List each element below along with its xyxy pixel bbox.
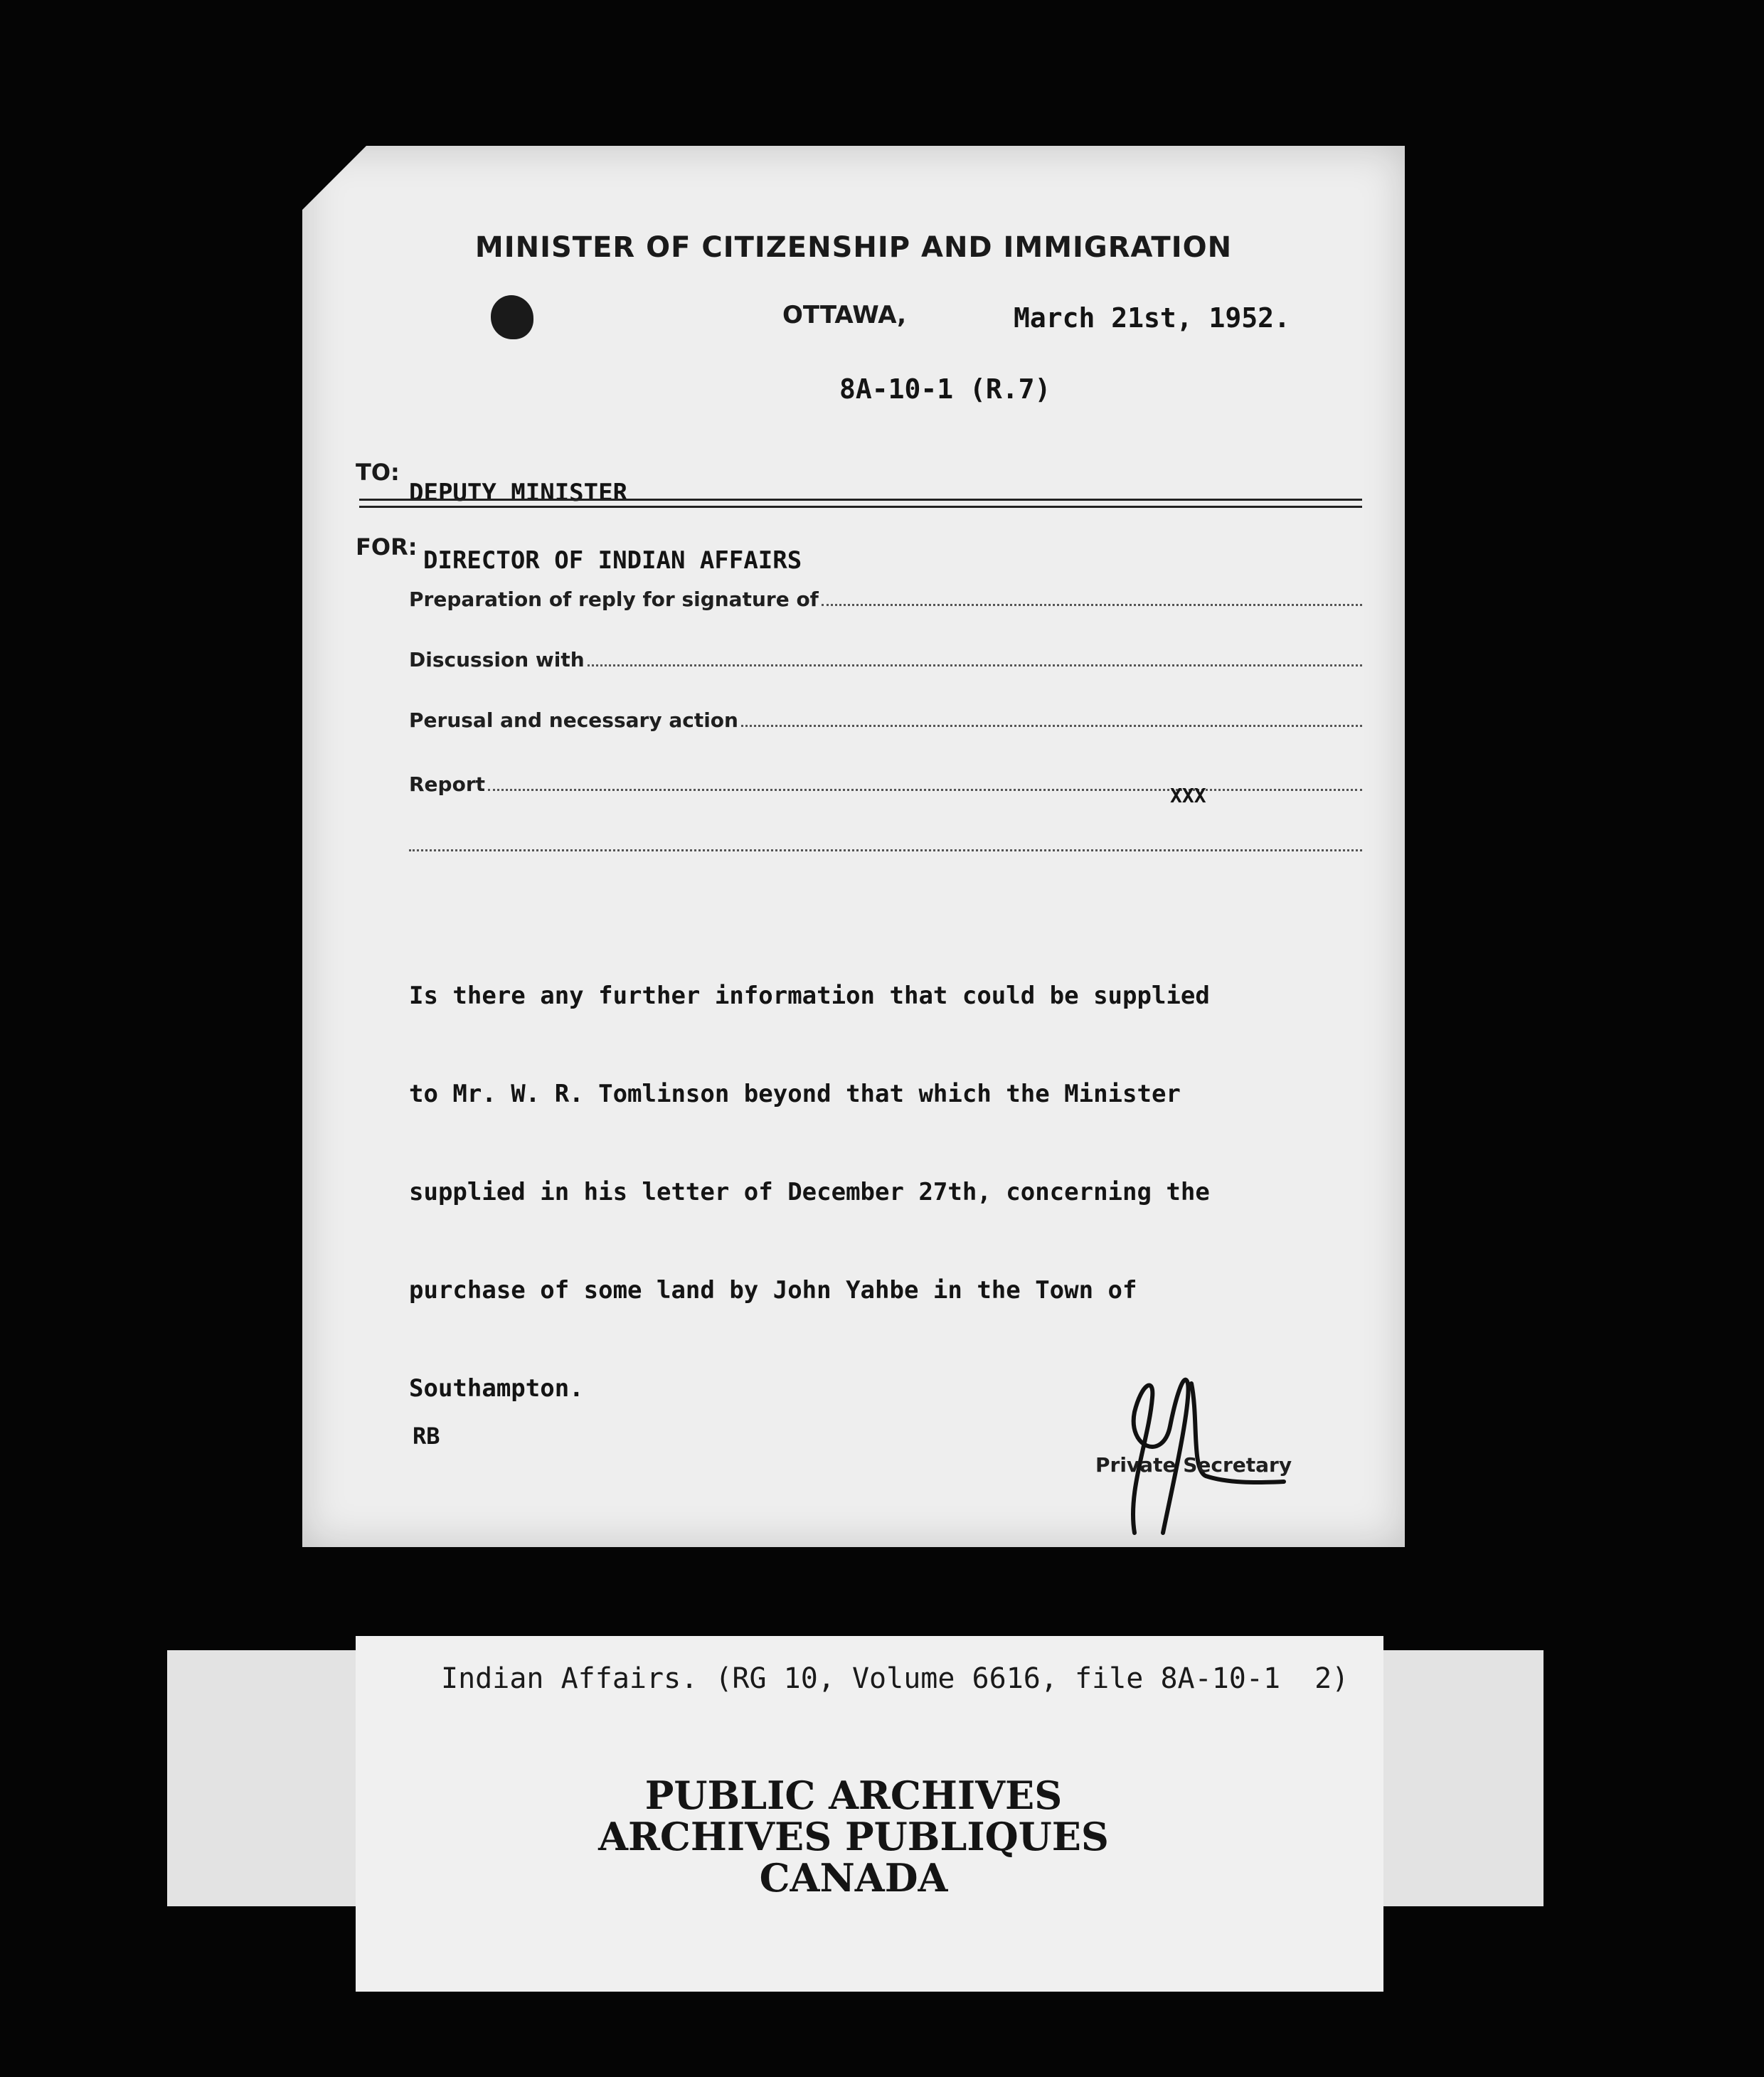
folded-corner: [302, 146, 366, 210]
stamp-line: ARCHIVES PUBLIQUES: [598, 1814, 1109, 1859]
to-recipient: DEPUTY MINISTER: [409, 479, 628, 507]
city-label: OTTAWA,: [782, 301, 907, 329]
archive-stamp: [498, 1773, 1209, 1901]
action-label: Report: [409, 772, 486, 796]
to-divider: [359, 499, 1362, 508]
dotted-line: [588, 647, 1362, 666]
archive-reference: Indian Affairs. (RG 10, Volume 6616, file 8A-10-1 2): [441, 1662, 1349, 1695]
for-label: FOR:: [356, 533, 418, 561]
stamp-line: CANADA: [759, 1855, 948, 1901]
action-row-discussion: [409, 647, 1362, 671]
dotted-line: [822, 587, 1362, 606]
action-row-blank: [409, 832, 1362, 851]
action-label: Perusal and necessary action: [409, 708, 738, 732]
dotted-line: [409, 832, 1362, 851]
file-reference: 8A-10-1 (R.7): [839, 373, 1051, 405]
typist-initials: RB: [413, 1423, 440, 1450]
body-line: supplied in his letter of December 27th, concerning the: [409, 1178, 1210, 1206]
body-line: to Mr. W. R. Tomlinson beyond that which the Minister: [409, 1080, 1181, 1108]
action-row-preparation: [409, 587, 1362, 611]
dotted-line: [488, 772, 1362, 791]
report-checkmark: XXX: [1170, 784, 1206, 807]
memo-date: March 21st, 1952.: [1014, 302, 1290, 334]
crest-emblem-icon: [491, 295, 533, 339]
action-label: Discussion with: [409, 648, 585, 671]
dotted-line: [741, 708, 1362, 727]
to-label: TO:: [356, 459, 400, 486]
memo-sheet: [302, 146, 1405, 1547]
body-line: purchase of some land by John Yahbe in the Town of: [409, 1276, 1137, 1305]
action-label: Preparation of reply for signature of: [409, 588, 819, 611]
body-line: Is there any further information that could be supplied: [409, 982, 1210, 1010]
for-recipient: DIRECTOR OF INDIAN AFFAIRS: [423, 546, 802, 575]
stamp-line: PUBLIC ARCHIVES: [644, 1773, 1063, 1818]
handwritten-signature: [1085, 1355, 1298, 1540]
letterhead-title: MINISTER OF CITIZENSHIP AND IMMIGRATION: [474, 231, 1233, 264]
body-line: Southampton.: [409, 1374, 584, 1403]
action-row-perusal: [409, 708, 1362, 732]
action-row-report: [409, 772, 1362, 796]
signature-title: Private Secretary: [1095, 1453, 1292, 1477]
